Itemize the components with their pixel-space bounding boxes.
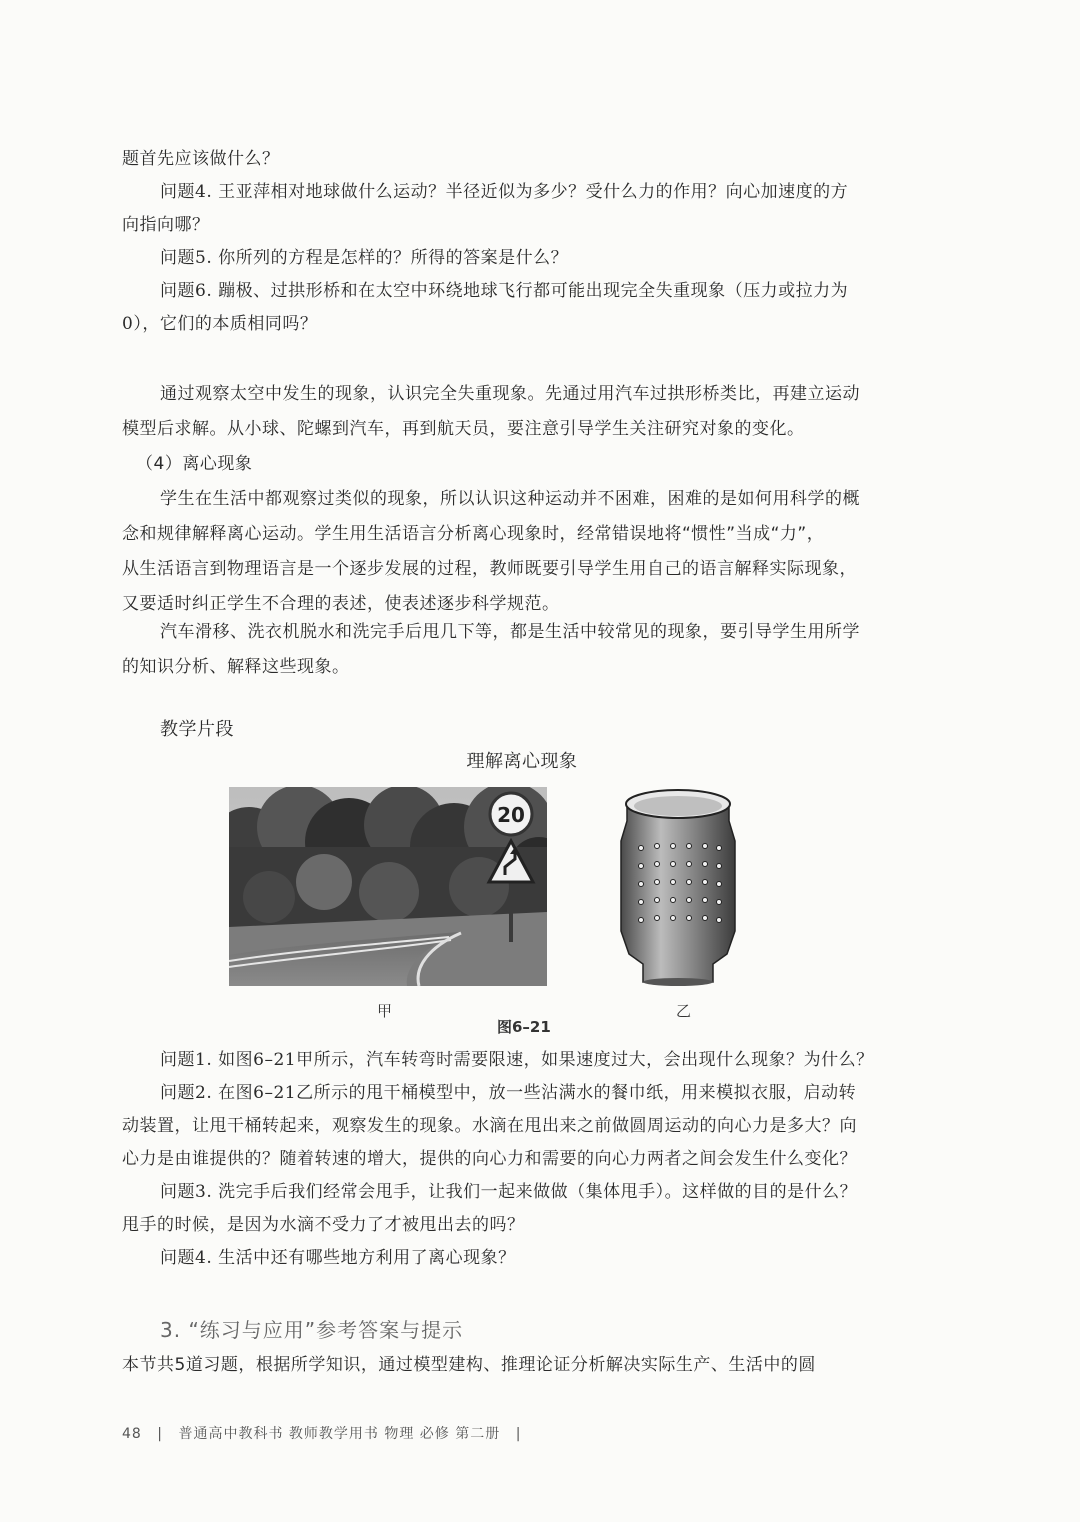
section-3-text xyxy=(122,1348,922,1383)
intro-line: 0），它们的本质相同吗？ xyxy=(122,314,318,334)
question-line: 问题1. 如图6–21甲所示，汽车转弯时需要限速，如果速度过大，会出现什么现象？为什么？ xyxy=(160,1050,874,1070)
intro-questions xyxy=(122,143,922,341)
text-line: 的知识分析、解释这些现象。 xyxy=(122,657,350,677)
intro-line: 问题5. 你所列的方程是怎样的？所得的答案是什么？ xyxy=(160,248,569,268)
text-line: 又要适时纠正学生不合理的表述，使表述逐步科学规范。 xyxy=(122,594,560,614)
section-title: 3. “练习与应用”参考答案与提示 xyxy=(160,1318,464,1342)
page-number: 48 xyxy=(122,1426,142,1442)
text-line: 学生在生活中都观察过类似的现象，所以认识这种运动并不困难，困难的是如何用科学的概 xyxy=(160,489,860,509)
paragraph-space-weightlessness xyxy=(122,377,922,447)
question-line: 问题4. 生活中还有哪些地方利用了离心现象？ xyxy=(160,1248,516,1268)
intro-line: 题首先应该做什么？ xyxy=(122,149,280,169)
footer-divider: | xyxy=(157,1426,163,1442)
question-line: 甩手的时候，是因为水滴不受力了才被甩出去的吗？ xyxy=(122,1215,525,1235)
segment-title: 理解离心现象 xyxy=(466,751,578,772)
footer-divider: | xyxy=(515,1426,522,1442)
text-line: 从生活语言到物理语言是一个逐步发展的过程，教师既要引导学生用自己的语言解释实际现象， xyxy=(122,559,857,579)
teaching-segment-title xyxy=(122,746,922,777)
spin-dryer-drum-model xyxy=(613,786,743,986)
text-line: 汽车滑移、洗衣机脱水和洗完手后甩几下等，都是生活中较常见的现象，要引导学生用所学 xyxy=(160,622,860,642)
segment-questions xyxy=(122,1044,922,1275)
intro-line: 问题6. 蹦极、过拱形桥和在太空中环绕地球飞行都可能出现完全失重现象（压力或拉力为 xyxy=(160,281,849,301)
text-line: 模型后求解。从小球、陀螺到汽车，再到航天员，要注意引导学生关注研究对象的变化。 xyxy=(122,419,805,439)
figure-label-left: 甲 xyxy=(377,1002,393,1020)
text-line: 念和规律解释离心运动。学生用生活语言分析离心现象时，经常错误地将“惯性”当成“力”， xyxy=(122,524,825,544)
question-line: 动装置，让甩干桶转起来，观察发生的现象。水滴在甩出来之前做圆周运动的向心力是多大？向 xyxy=(122,1116,857,1136)
text-line: 本节共5道习题，根据所学知识，通过模型建构、推理论证分析解决实际生产、生活中的圆 xyxy=(122,1355,816,1375)
intro-line: 问题4. 王亚萍相对地球做什么运动？半径近似为多少？受什么力的作用？向心加速度的方 xyxy=(160,182,849,202)
paragraph-centrifugal xyxy=(122,482,922,622)
text-line: 通过观察太空中发生的现象，认识完全失重现象。先通过用汽车过拱形桥类比，再建立运动 xyxy=(160,384,860,404)
segment-label: 教学片段 xyxy=(160,719,234,740)
road-curve-photo xyxy=(229,787,547,986)
section-title: （4）离心现象 xyxy=(136,454,253,474)
question-line: 问题3. 洗完手后我们经常会甩手，让我们一起来做做（集体甩手）。这样做的目的是什么？ xyxy=(160,1182,858,1202)
speed-limit-number: 20 xyxy=(497,803,525,827)
intro-line: 向指向哪？ xyxy=(122,215,210,235)
figure-label-right: 乙 xyxy=(676,1002,692,1020)
question-line: 心力是由谁提供的？随着转速的增大，提供的向心力和需要的向心力两者之间会发生什么变化？ xyxy=(122,1149,857,1169)
figure-caption: 图6–21 xyxy=(497,1018,551,1036)
teaching-segment-label xyxy=(122,714,922,745)
section-3-heading xyxy=(122,1313,922,1347)
paragraph-examples xyxy=(122,615,922,685)
page-footer xyxy=(122,1423,531,1443)
question-line: 问题2. 在图6–21乙所示的甩干桶模型中，放一些沾满水的餐巾纸，用来模拟衣服，启动转 xyxy=(160,1083,857,1103)
section-4-heading xyxy=(122,447,922,482)
book-title: 普通高中教科书 教师教学用书 物理 必修 第二册 xyxy=(178,1426,501,1442)
